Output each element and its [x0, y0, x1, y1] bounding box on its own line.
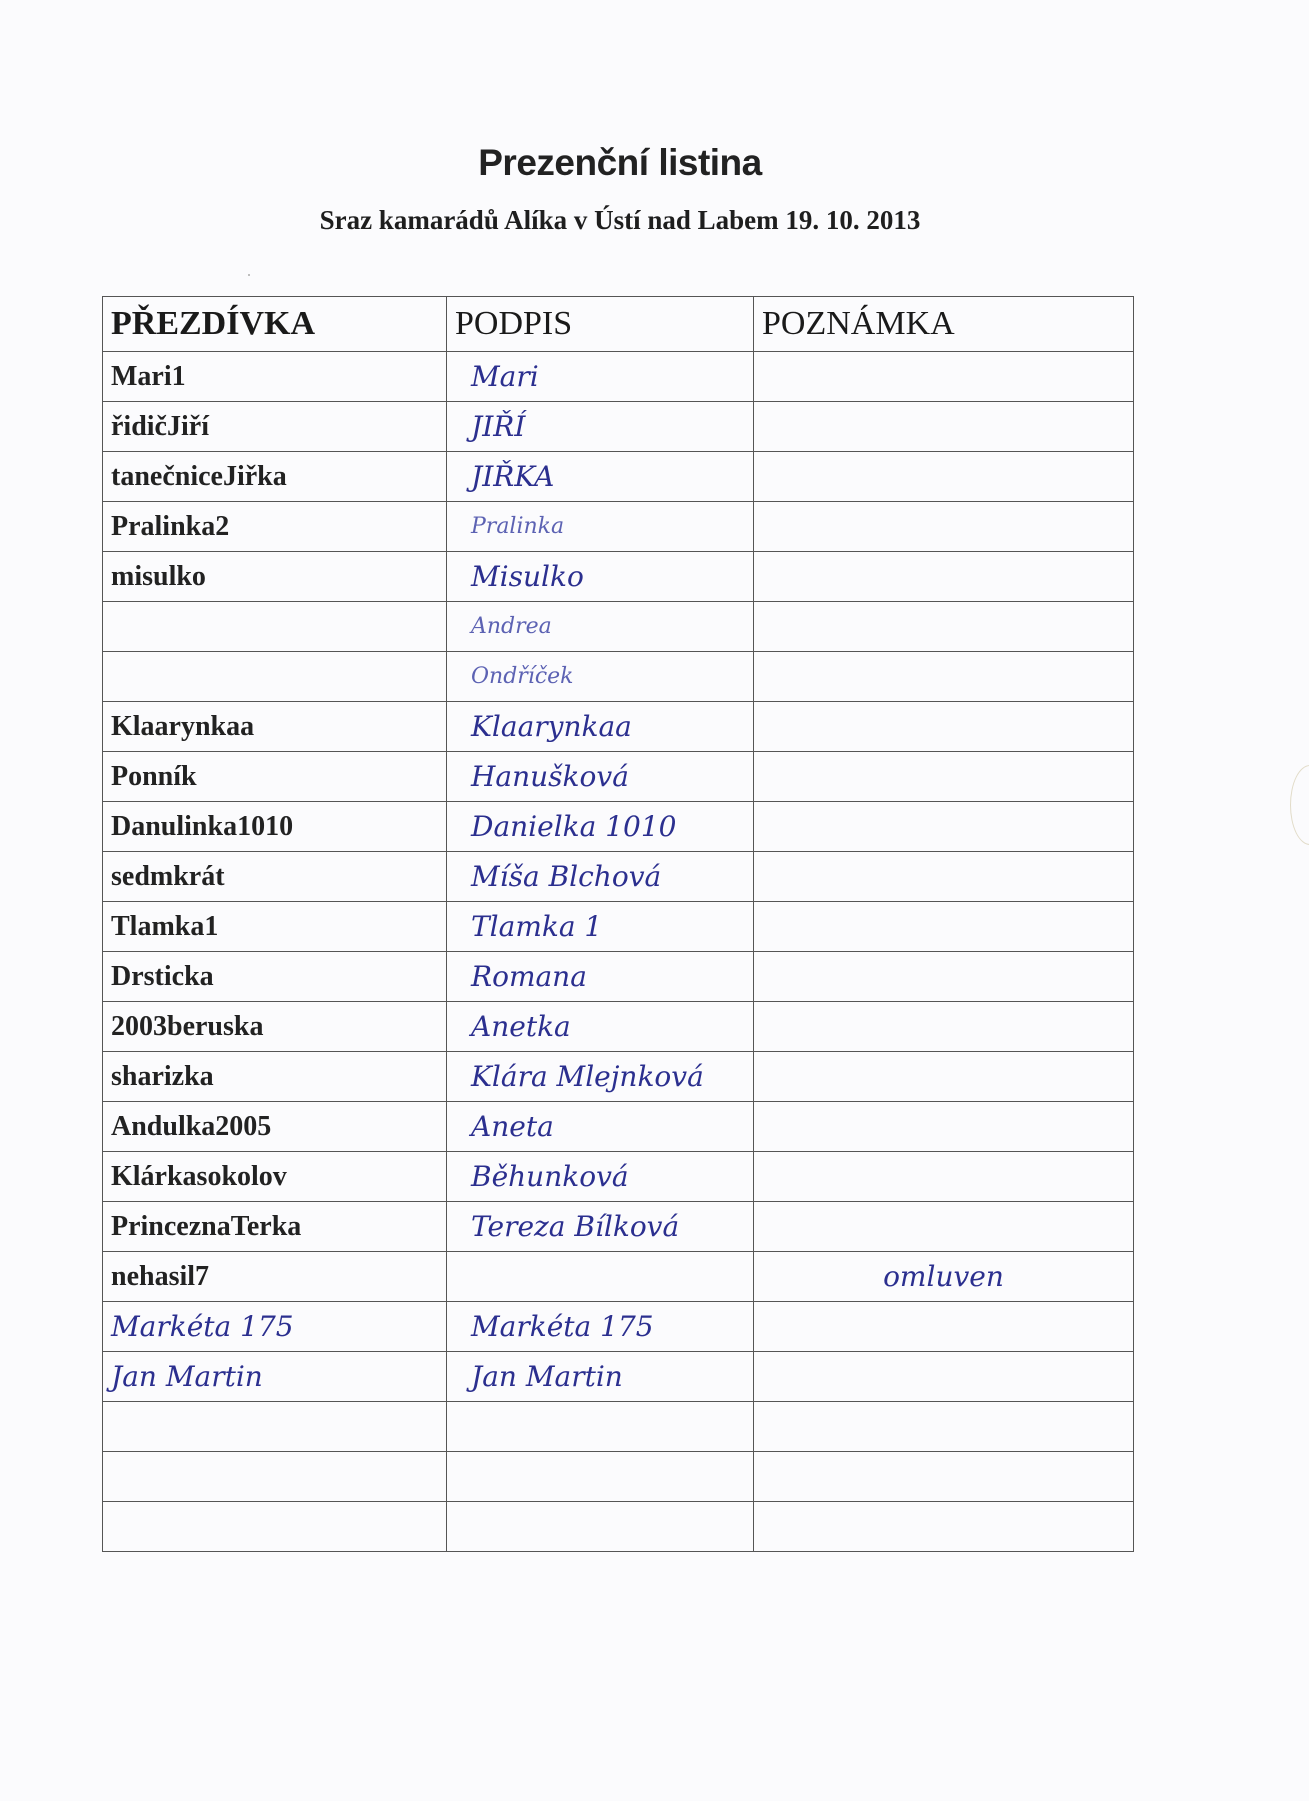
note-cell [754, 352, 1134, 402]
nickname-cell [103, 1452, 447, 1502]
signature-cell [447, 1402, 754, 1452]
table-row [103, 552, 1134, 602]
header-signature: PODPIS [447, 297, 754, 352]
note-cell [754, 1502, 1134, 1552]
signature-cell: Ondříček [447, 652, 754, 702]
signature-cell: Míša Blchová [447, 852, 754, 902]
nickname-cell: Klaarynkaa [103, 702, 447, 752]
signature-cell: Romana [447, 952, 754, 1002]
nickname-cell: Klárkasokolov [103, 1152, 447, 1202]
nickname-cell [103, 602, 447, 652]
table-row [103, 352, 1134, 402]
signature-cell [447, 1502, 754, 1552]
table-row [103, 702, 1134, 752]
nickname-cell [103, 1402, 447, 1452]
nickname-cell [103, 652, 447, 702]
nickname-cell: Andulka2005 [103, 1102, 447, 1152]
signature-cell [447, 1452, 754, 1502]
nickname-cell: řidičJiří [103, 402, 447, 452]
nickname-cell: PrinceznaTerka [103, 1202, 447, 1252]
note-cell [754, 1302, 1134, 1352]
note-cell: omluven [754, 1252, 1134, 1302]
note-cell [754, 452, 1134, 502]
note-cell [754, 852, 1134, 902]
nickname-cell: misulko [103, 552, 447, 602]
signature-cell: Tereza Bílková [447, 1202, 754, 1252]
note-cell [754, 752, 1134, 802]
signature-cell: Pralinka [447, 502, 754, 552]
note-cell [754, 1202, 1134, 1252]
nickname-cell: Ponník [103, 752, 447, 802]
signature-cell: JIŘKA [447, 452, 754, 502]
table-row [103, 1052, 1134, 1102]
document-title: Prezenční listina [478, 142, 762, 183]
header-nickname: PŘEZDÍVKA [103, 297, 447, 352]
nickname-cell: Markéta 175 [103, 1302, 447, 1352]
table-row [103, 1302, 1134, 1352]
punch-hole-mark [1290, 765, 1309, 845]
table-row [103, 802, 1134, 852]
header-note: POZNÁMKA [754, 297, 1134, 352]
signature-cell [447, 1252, 754, 1302]
note-cell [754, 1452, 1134, 1502]
document-subtitle: Sraz kamarádů Alíka v Ústí nad Labem 19. 10. 2013 [319, 205, 921, 235]
note-cell [754, 702, 1134, 752]
note-cell [754, 502, 1134, 552]
signature-cell: JIŘÍ [447, 402, 754, 452]
nickname-cell: sharizka [103, 1052, 447, 1102]
note-cell [754, 552, 1134, 602]
signature-cell: Anetka [447, 1002, 754, 1052]
table-row [103, 1102, 1134, 1152]
nickname-cell: Mari1 [103, 352, 447, 402]
header-row [103, 297, 1134, 352]
table-row [103, 1402, 1134, 1452]
note-cell [754, 1152, 1134, 1202]
table-row [103, 1152, 1134, 1202]
table-row [103, 1002, 1134, 1052]
note-cell [754, 602, 1134, 652]
signature-cell: Mari [447, 352, 754, 402]
table-row [103, 1202, 1134, 1252]
signature-cell: Andrea [447, 602, 754, 652]
note-cell [754, 1052, 1134, 1102]
table-row [103, 1352, 1134, 1402]
table-row [103, 902, 1134, 952]
table-row [103, 652, 1134, 702]
note-cell [754, 1352, 1134, 1402]
table-row [103, 602, 1134, 652]
nickname-cell: Tlamka1 [103, 902, 447, 952]
nickname-cell: Jan Martin [103, 1352, 447, 1402]
signature-cell: Klaarynkaa [447, 702, 754, 752]
attendance-table [102, 296, 1134, 1552]
table-row [103, 1252, 1134, 1302]
table-row [103, 852, 1134, 902]
nickname-cell: Pralinka2 [103, 502, 447, 552]
note-cell [754, 952, 1134, 1002]
nickname-cell: Drsticka [103, 952, 447, 1002]
paper-speck [248, 274, 250, 276]
note-cell [754, 652, 1134, 702]
note-cell [754, 1102, 1134, 1152]
signature-cell: Hanušková [447, 752, 754, 802]
table-row [103, 452, 1134, 502]
table-row [103, 1452, 1134, 1502]
nickname-cell: tanečniceJiřka [103, 452, 447, 502]
signature-cell: Markéta 175 [447, 1302, 754, 1352]
table-row [103, 1502, 1134, 1552]
nickname-cell: nehasil7 [103, 1252, 447, 1302]
signature-cell: Misulko [447, 552, 754, 602]
nickname-cell: Danulinka1010 [103, 802, 447, 852]
nickname-cell: 2003beruska [103, 1002, 447, 1052]
table-row [103, 402, 1134, 452]
nickname-cell: sedmkrát [103, 852, 447, 902]
table-row [103, 752, 1134, 802]
note-cell [754, 802, 1134, 852]
note-cell [754, 402, 1134, 452]
table-row [103, 502, 1134, 552]
note-cell [754, 902, 1134, 952]
note-cell [754, 1402, 1134, 1452]
nickname-cell [103, 1502, 447, 1552]
note-cell [754, 1002, 1134, 1052]
signature-cell: Běhunková [447, 1152, 754, 1202]
signature-cell: Klára Mlejnková [447, 1052, 754, 1102]
signature-cell: Aneta [447, 1102, 754, 1152]
signature-cell: Jan Martin [447, 1352, 754, 1402]
signature-cell: Tlamka 1 [447, 902, 754, 952]
signature-cell: Danielka 1010 [447, 802, 754, 852]
table-row [103, 952, 1134, 1002]
